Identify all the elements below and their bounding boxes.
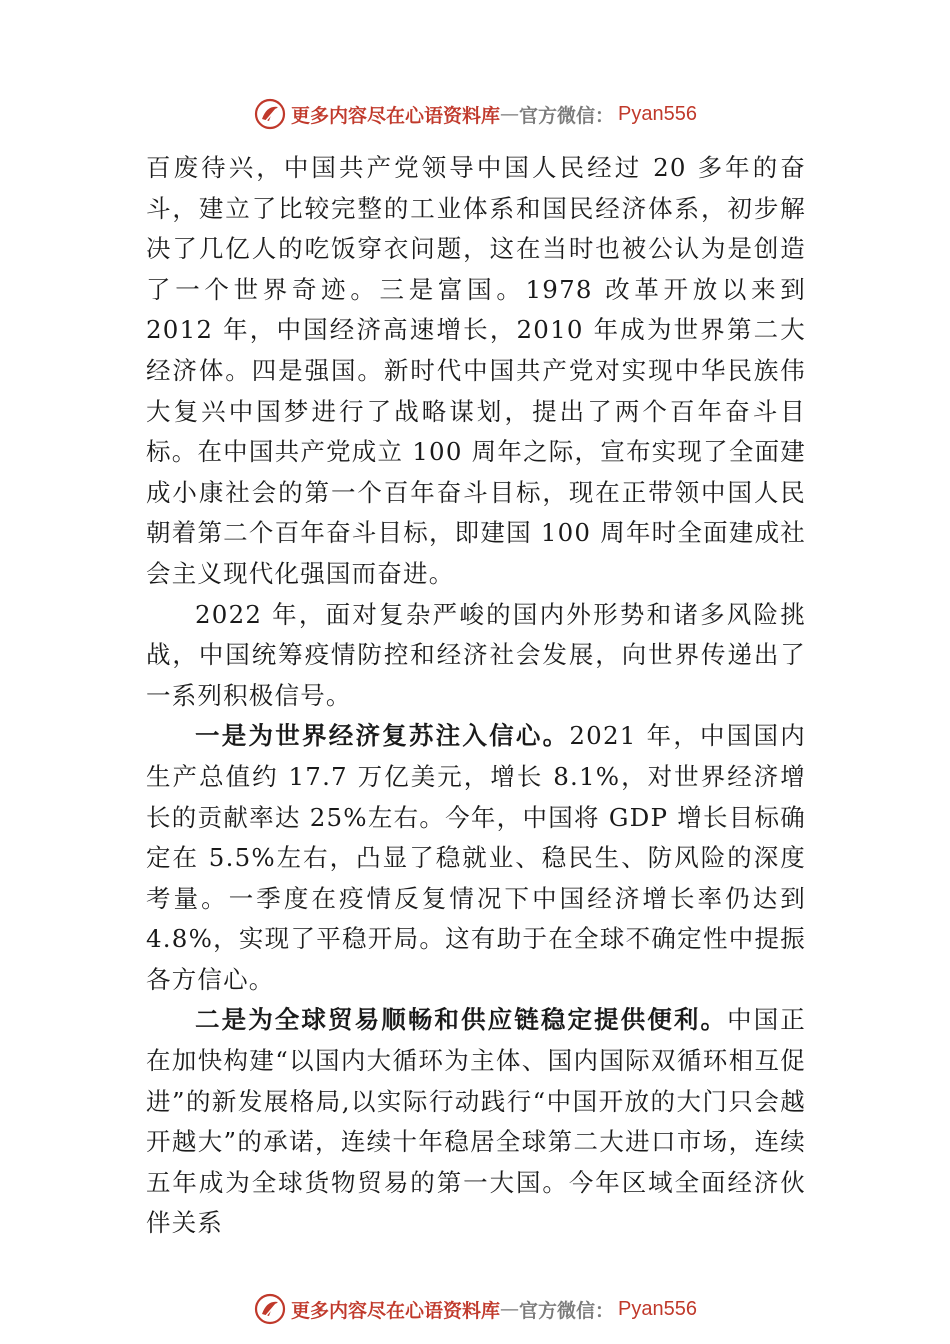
footer-wechat-label: 官方微信： xyxy=(519,1299,615,1322)
paragraph-1: 百废待兴，中国共产党领导中国人民经过 20 多年的奋斗，建立了比较完整的工业体系和国民经济体系，初步解决了几亿人的吃饭穿衣问题，这在当时也被公认为是创造了一个世界奇迹。三是富国。1978 改革开放以来到 2012 年，中国经济高速增长，2010 年成为世界第二大经济体。四是强国。新时代中国共产党对实现中华民族伟大复兴中国梦进行了战略谋划，提出了两个百年奋斗目标。在中国共产党成立 100 周年之际，宣布实现了全面建成小康社会的第一个百年奋斗目标，现在正带领中国人民朝着第二个百年奋斗目标，即建国 100 周年时全面建成社会主义现代化强国而奋进。 xyxy=(146,153,806,588)
paragraph-4-lead: 二是为全球贸易顺畅和供应链稳定提供便利。 xyxy=(195,1005,728,1035)
footer-dash: — xyxy=(500,1298,520,1320)
footer-banner xyxy=(0,1289,950,1329)
header-dash: — xyxy=(500,103,520,125)
header-wechat-label: 官方微信： xyxy=(519,104,615,127)
header-brand-text: 更多内容尽在心语资料库 xyxy=(291,104,501,127)
header-wechat-id: Pyan556 xyxy=(618,102,697,125)
footer-wechat-id: Pyan556 xyxy=(618,1297,697,1320)
brand-logo-icon xyxy=(253,1292,287,1326)
header-banner xyxy=(0,94,950,134)
footer-brand-text: 更多内容尽在心语资料库 xyxy=(291,1299,501,1322)
brand-logo-icon xyxy=(253,97,287,131)
paragraph-4 xyxy=(146,1000,806,1244)
paragraph-3 xyxy=(146,716,806,1000)
paragraph-3-text: 2021 年，中国国内生产总值约 17.7 万亿美元，增长 8.1%，对世界经济增长的贡献率达 25%左右。今年，中国将 GDP 增长目标确定在 5.5%左右，凸显了稳就业、稳民生、防风险的深度考量。一季度在疫情反复情况下中国经济增长率仍达到 4.8%，实现了平稳开局。这有助于在全球不确定性中提振各方信心。 xyxy=(146,721,806,994)
document-body xyxy=(146,148,806,1244)
paragraph-3-lead: 一是为世界经济复苏注入信心。 xyxy=(195,721,570,751)
paragraph-2: 2022 年，面对复杂严峻的国内外形势和诸多风险挑战，中国统筹疫情防控和经济社会发展，向世界传递出了一系列积极信号。 xyxy=(146,599,806,710)
paragraph-4-text: 中国正在加快构建“以国内大循环为主体、国内国际双循环相互促进”的新发展格局,以实际行动践行“中国开放的大门只会越开越大”的承诺，连续十年稳居全球第二大进口市场，连续五年成为全球货物贸易的第一大国。今年区域全面经济伙伴关系 xyxy=(146,1005,807,1238)
